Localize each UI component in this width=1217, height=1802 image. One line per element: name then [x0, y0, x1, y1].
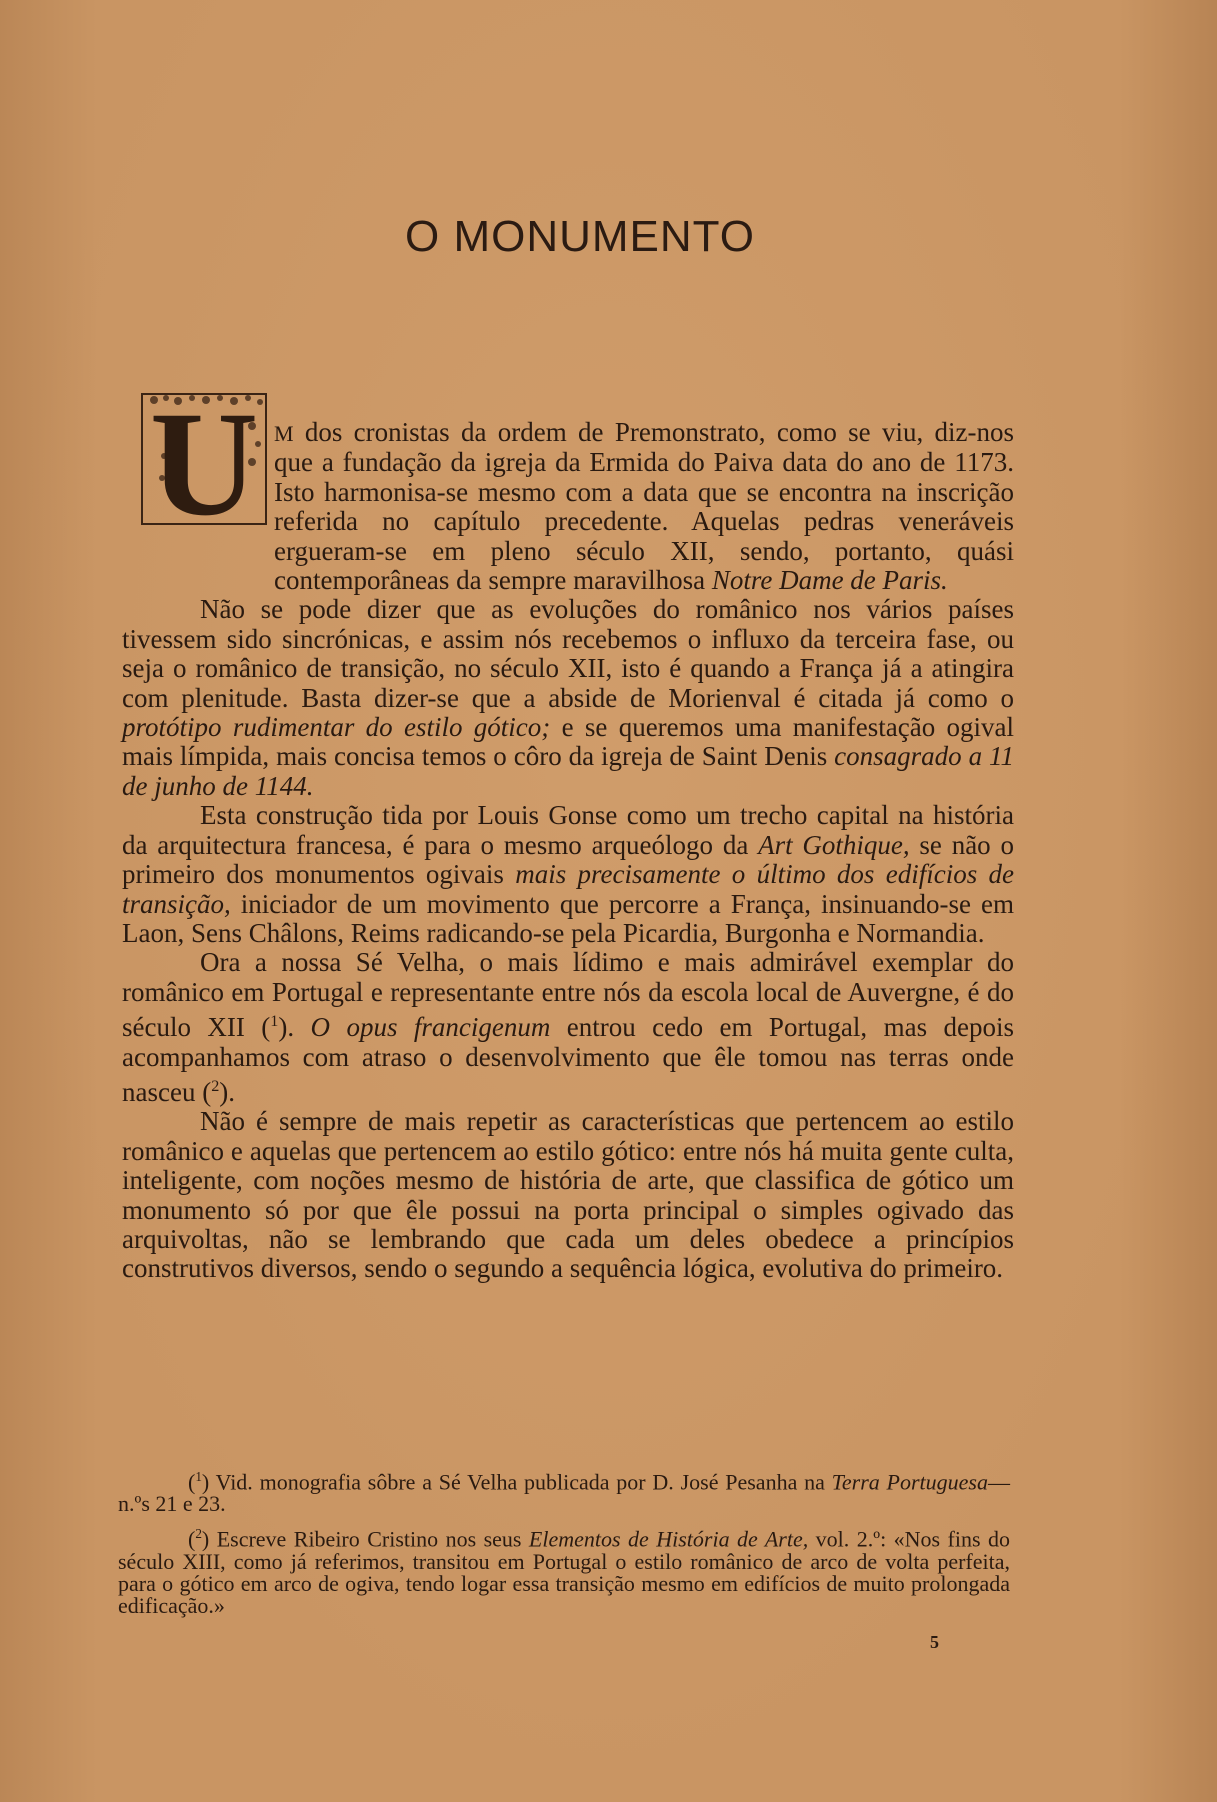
- footnote-2-text-b: vol. 2.º: «Nos fins do século XIII, como já referimos, transitou em Portugal o estilo românico de arco de volta perfeita, para o gótico em arco de ogiva, tendo logar essa transição mesmo em edifícios de muito prolongada edificação.»: [118, 1526, 1010, 1618]
- body-text: [122, 418, 1014, 1284]
- page-title: O MONUMENTO: [405, 212, 755, 261]
- paragraph-3-text-b: se não o primeiro dos monumentos ogivais: [122, 829, 1014, 890]
- paragraph-1-text: dos cronistas da ordem de Premonstrato, como se viu, diz-nos que a fundação da igreja da Ermida do Paiva data do ano de 1173. Isto harmonisa-se mesmo com a data que se encontra na inscrição referida no capítulo precedente. Aquelas pedras veneráveis ergueram-se em pleno século XII, sendo, portanto, quási contemporâneas da sempre maravilhosa: [274, 417, 1014, 596]
- page-number: 5: [930, 1632, 939, 1652]
- paragraph-3: [122, 801, 1014, 948]
- footnote-1: ($^1$) Vid. monografia sôbre a Sé Velha publicada por D. José Pesanha na Terra Portuguesa— n.ºs 21 e 23.: [118, 1469, 1010, 1517]
- paragraph-3-text-a: Esta construção tida por Louis Gonse como um trecho capital na história da arquitectura francesa, é para o mesmo arqueólogo da: [122, 800, 1014, 860]
- paragraph-4-text-d: ).: [219, 1076, 236, 1107]
- footnote-1-text-a: Vid. monografia sôbre a Sé Velha publicada por D. José Pesanha na: [209, 1469, 832, 1495]
- paragraph-4-text-a: Ora a nossa Sé Velha, o mais lídimo e mais admirável exemplar do românico em Portugal e representante entre nós da escola local de Auvergne, é do século XII (: [122, 947, 1014, 1043]
- paragraph-1: [122, 418, 1014, 595]
- paragraph-2: [122, 595, 1014, 801]
- paragraph-4: [122, 948, 1014, 1107]
- paragraph-2-italic-1: protótipo rudimentar do estilo gótico;: [122, 712, 551, 743]
- footnote-1-mark: 1: [195, 1469, 202, 1484]
- paragraph-4-text-b: ).: [278, 1012, 311, 1043]
- footnote-2-italic: Elementos de História de Arte,: [528, 1526, 809, 1552]
- paragraph-3-italic-1: Art Gothique,: [758, 829, 910, 860]
- drop-cap-letter: U: [149, 386, 259, 536]
- paragraph-4-text-c: entrou cedo em Portugal, mas depois acompanhamos com atraso o desenvolvimento que êle tomou nas terras onde nasceu (: [122, 1012, 1014, 1107]
- paragraph-2-text-b: e se queremos uma manifestação ogival mais límpida, mais concisa temos o côro da igreja de Saint Denis: [122, 712, 1015, 772]
- footnote-1-text-b: — n.ºs 21 e 23.: [118, 1469, 1010, 1517]
- paragraph-4-italic: O opus francigenum: [310, 1012, 551, 1043]
- footnote-ref-2: 2: [211, 1076, 220, 1095]
- footnote-2-mark: 2: [195, 1526, 202, 1542]
- footnote-1-italic: Terra Portuguesa: [831, 1469, 988, 1495]
- footnote-ref-1: 1: [270, 1012, 279, 1031]
- paragraph-1-italic: Notre Dame de Paris.: [711, 565, 948, 596]
- footnote-2-text-a: Escreve Ribeiro Cristino nos seus: [209, 1526, 529, 1552]
- paragraph-3-italic-2: mais precisamente o último dos edifícios de transição,: [122, 859, 1015, 919]
- footnote-2: ($^2$) Escreve Ribeiro Cristino nos seus Elementos de História de Arte, vol. 2.º: «Nos fins do século XIII, como já referimos, transitou em Portugal o estilo românico de arco de volta perfeita, para o gótico em arco de ogiva, tendo logar essa transição mesmo em edifícios de muito prolongada edificação.»: [118, 1526, 1010, 1618]
- paragraph-3-text-c: iniciador de um movimento que percorre a França, insinuando-se em Laon, Sens Châlons, Reims radicando-se pela Picardia, Burgonha e Normandia.: [122, 888, 1014, 948]
- footnotes: [118, 1466, 1010, 1625]
- first-word-tail: M: [274, 421, 294, 446]
- paragraph-2-italic-2: consagrado a 11 de junho de 1144.: [122, 741, 1014, 801]
- paragraph-5: Não é sempre de mais repetir as características que pertencem ao estilo românico e aquelas que pertencem ao estilo gótico: entre nós há muita gente culta, inteligente, com noções mesmo de história de arte, que classifica de gótico um monumento só por que êle possui na porta principal o simples ogivado das arquivoltas, não se lembrando que cada um deles obedece a princípios construtivos diversos, sendo o segundo a sequência lógica, evolutiva do primeiro.: [122, 1106, 1014, 1284]
- paragraph-2-text-a: Não se pode dizer que as evoluções do românico nos vários países tivessem sido sincrónicas, e assim nós recebemos o influxo da terceira fase, ou seja o românico de transição, no século XII, isto é quando a França já a atingira com plenitude. Basta dizer-se que a abside de Morienval é citada já como o: [122, 594, 1014, 713]
